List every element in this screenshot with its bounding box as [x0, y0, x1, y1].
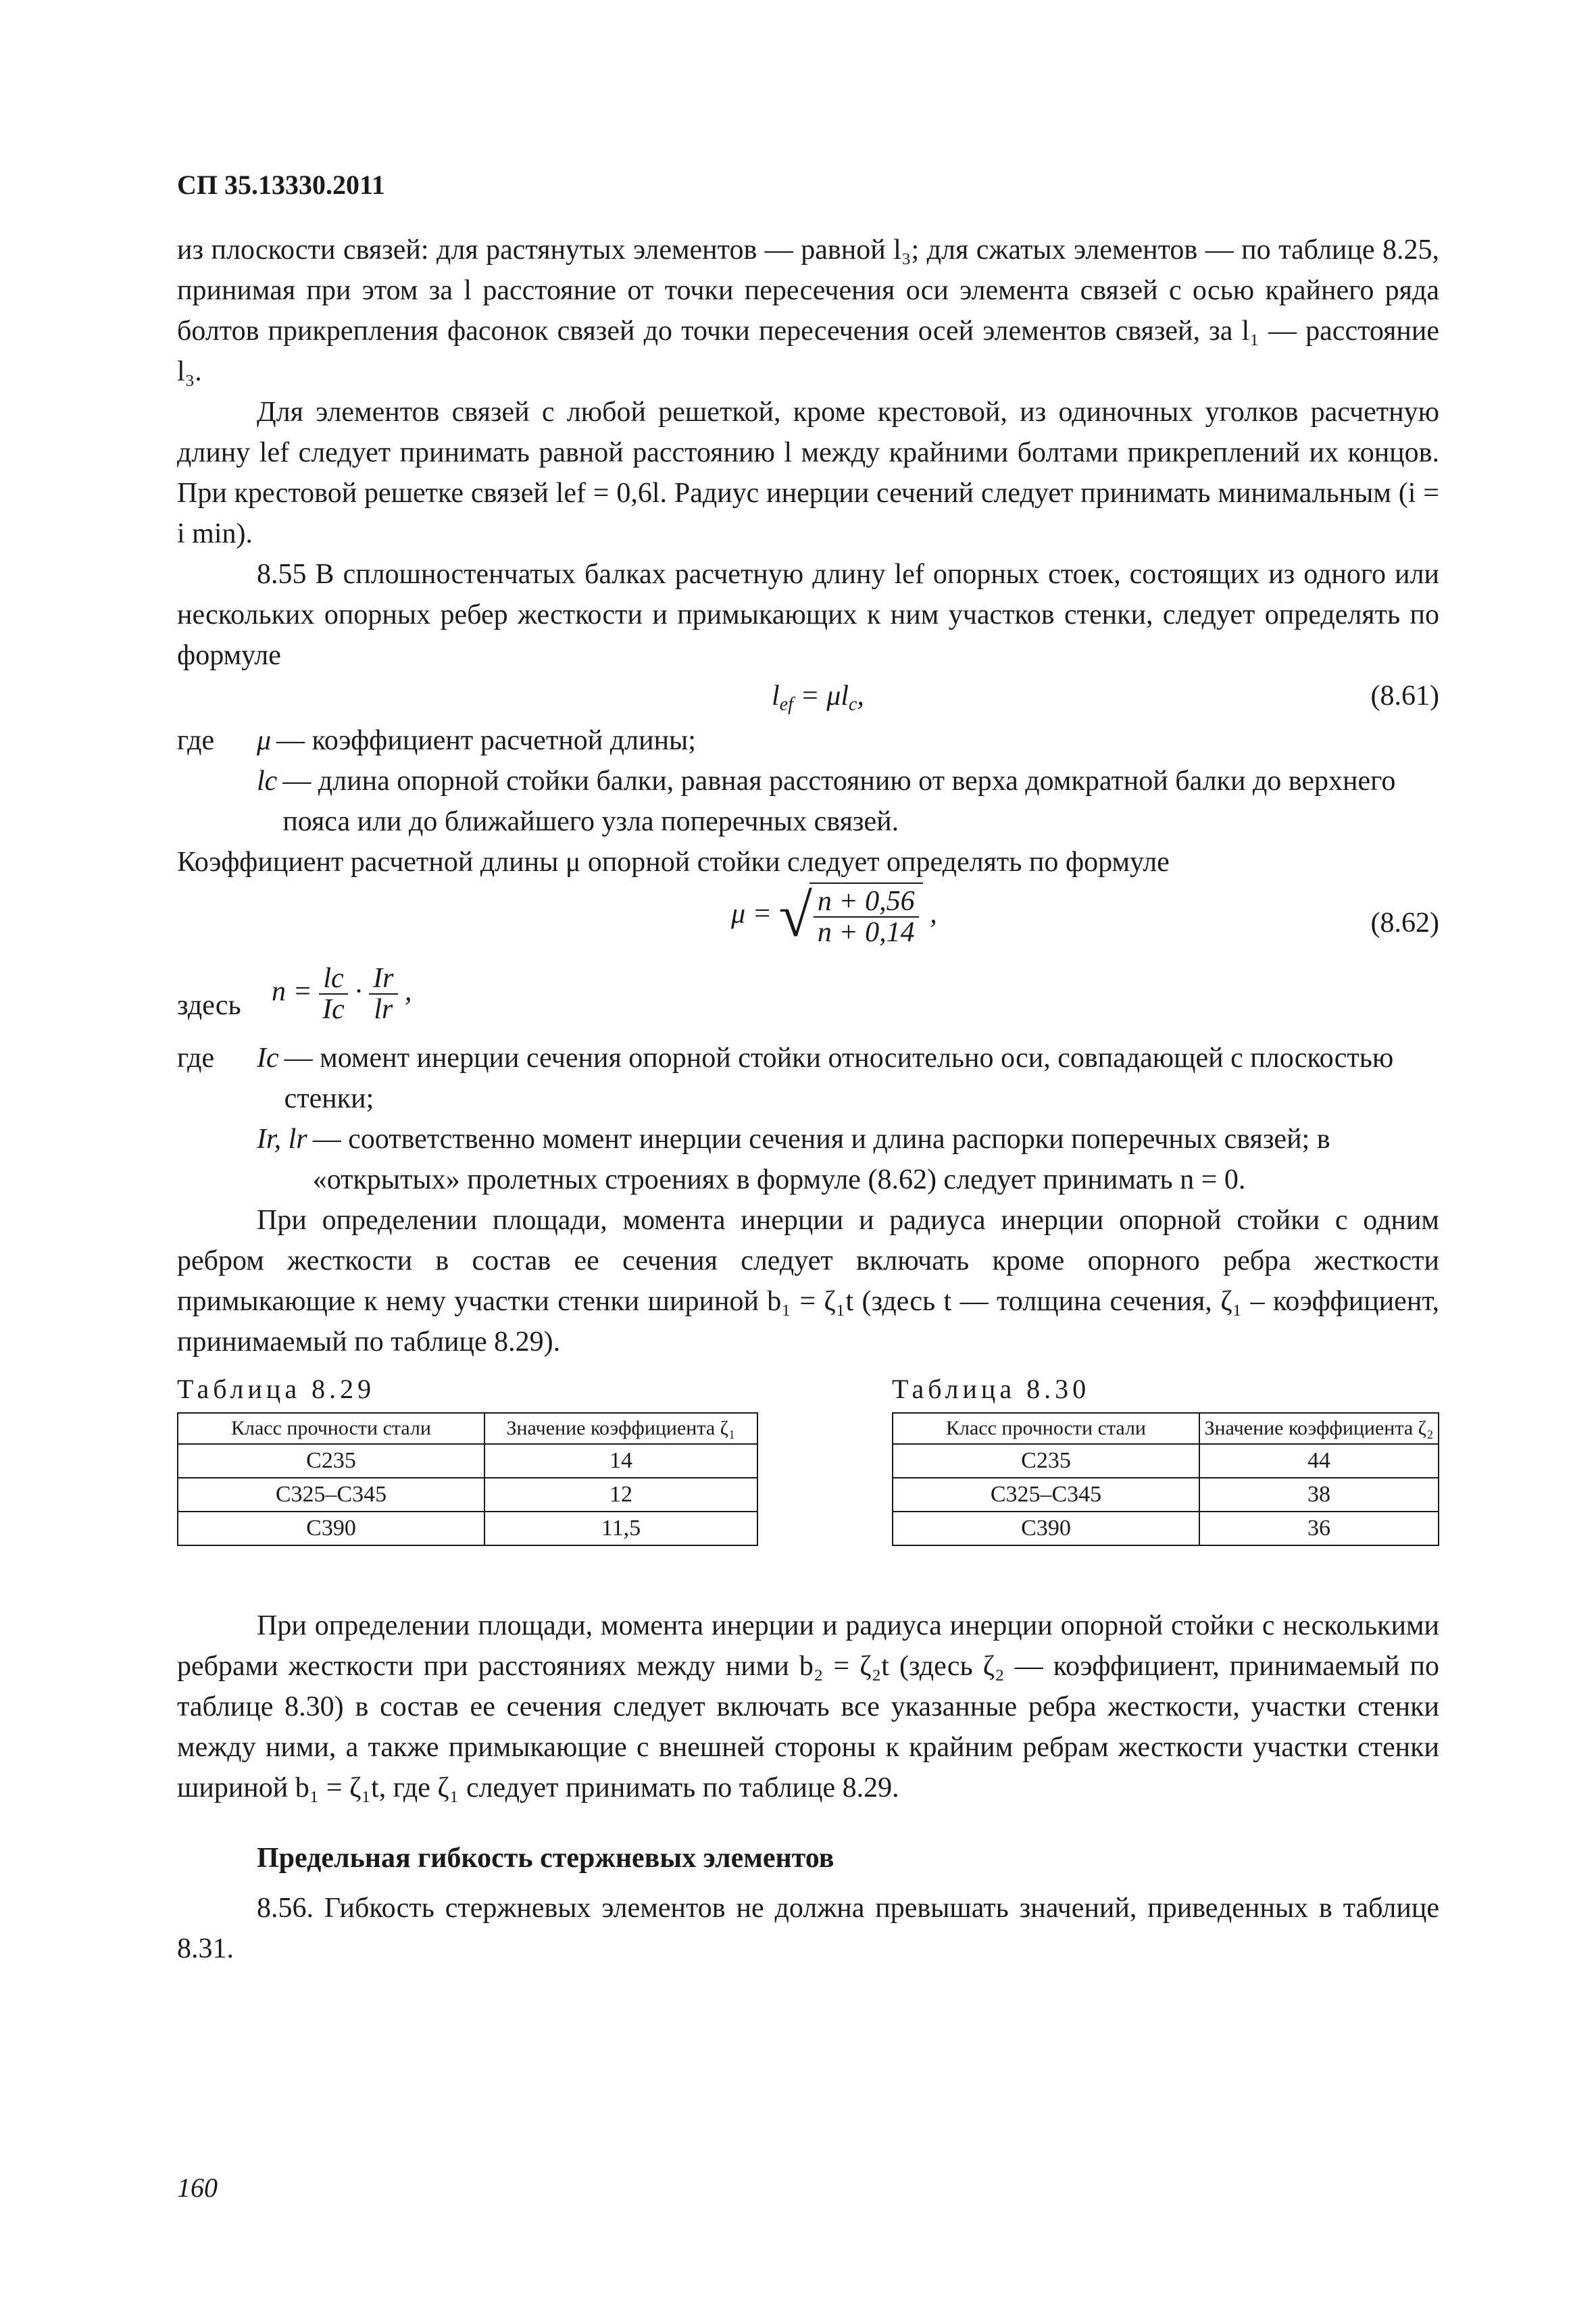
formula-n	[177, 964, 1439, 1038]
definition-symbol: Ic	[257, 1043, 279, 1074]
paragraph-single-angles: Для элементов связей с любой решеткой, кроме крестовой, из одиночных уголков расчетную длину lef следует принимать равной расстоянию l между крайними болтами прикреплений их концов. При крестовой решетке связей lef = 0,6l. Радиус инерции сечений следует принимать минимальным (i = i min).	[177, 397, 1439, 549]
formula-8-62-expression: μ = √ $\frac{n + 0,56}{n + 0,14}$ ,	[731, 882, 937, 949]
definition-symbol: Ir, lr	[257, 1124, 307, 1155]
table-caption: Таблица 8.30	[892, 1374, 1091, 1404]
table-row	[893, 1478, 1439, 1512]
table-cell: С325–С345	[178, 1478, 484, 1512]
table-cell: С390	[893, 1512, 1199, 1545]
table-caption: Таблица 8.29	[177, 1374, 376, 1404]
paragraph-bracing-plane: из плоскости связей: для растянутых элементов — равной l₃; для сжатых элементов — по таблице 8.25, принимая при этом за l расстояние от точки пересечения оси элемента связей с осью крайнего ряда болтов прикрепления фасонок связей до точки пересечения осей элементов связей, за l₁ — расстояние l₃.	[177, 234, 1439, 387]
where-word: где	[177, 725, 215, 756]
table-header: Значение коэффициента ζ₁	[484, 1413, 757, 1444]
table-8-30	[892, 1412, 1439, 1546]
definition-text: — коэффициент расчетной длины;	[276, 725, 696, 756]
definition-symbol: lc	[257, 766, 278, 797]
formula-number: (8.62)	[1370, 907, 1439, 939]
formula-8-61	[177, 676, 1439, 720]
definition-item	[257, 761, 1439, 842]
paragraph-one-rib: При определении площади, момента инерции и радиуса инерции опорной стойки с одним ребром жесткости в состав ее сечения следует включать кроме опорного ребра жесткости примыкающие к нему участки стенки шириной b₁ = ζ₁t (здесь t — толщина сечения, ζ₁ – коэффициент, принимаемый по таблице 8.29).	[177, 1205, 1439, 1358]
table-8-30-block	[892, 1369, 1439, 1546]
table-cell: С235	[893, 1444, 1199, 1478]
table-row	[893, 1512, 1439, 1545]
table-row	[178, 1478, 757, 1512]
formula-number: (8.61)	[1370, 680, 1439, 712]
tables-row	[177, 1369, 1439, 1605]
where-block-1	[177, 720, 1439, 842]
definition-item	[257, 1038, 1439, 1119]
definition-symbol: μ	[257, 725, 272, 756]
table-cell: 12	[484, 1478, 757, 1512]
paragraph-mu-coefficient: Коэффициент расчетной длины μ опорной стойки следует определять по формуле	[177, 847, 1170, 878]
table-cell: 11,5	[484, 1512, 757, 1545]
formula-n-expression: n = $\frac{lc}{Ic}$ · $\frac{Ir}{lr}$ ,	[272, 963, 412, 1025]
table-header: Значение коэффициента ζ₂	[1199, 1413, 1439, 1444]
document-code-header: СП 35.13330.2011	[177, 170, 385, 200]
here-word: здесь	[177, 990, 241, 1021]
where-word: где	[177, 1043, 215, 1074]
table-cell: 36	[1199, 1512, 1439, 1545]
page-number: 160	[177, 2172, 218, 2203]
table-row	[893, 1444, 1439, 1478]
table-row	[178, 1444, 757, 1478]
definition-text: — соответственно момент инерции сечения и длина распорки поперечных связей; в «открытых» пролетных строениях в формуле (8.62) следует принимать n = 0.	[312, 1124, 1330, 1195]
table-8-29	[177, 1412, 758, 1546]
table-row	[178, 1512, 757, 1545]
definition-text: — момент инерции сечения опорной стойки относительно оси, совпадающей с плоскостью стенки;	[284, 1043, 1394, 1114]
where-block-2	[177, 1038, 1439, 1200]
paragraph-8-56: 8.56. Гибкость стержневых элементов не должна превышать значений, приведенных в таблице 8.31.	[177, 1893, 1439, 1964]
definition-item	[257, 720, 1439, 761]
table-header: Класс прочности стали	[893, 1413, 1199, 1444]
paragraph-several-ribs: При определении площади, момента инерции и радиуса инерции опорной стойки с несколькими ребрами жесткости при расстояниях между ними b₂ = ζ₂t (здесь ζ₂ — коэффициент, принимаемый по таблице 8.30) в состав ее сечения следует включать все указанные ребра жесткости, участки стенки между ними, а также примыкающие с внешней стороны к крайним ребрам жесткости участки стенки шириной b₁ = ζ₁t, где ζ₁ следует принимать по таблице 8.29.	[177, 1610, 1440, 1803]
table-cell: 38	[1199, 1478, 1439, 1512]
sqrt-symbol: √ $\frac{n + 0,56}{n + 0,14}$	[778, 882, 922, 950]
table-cell: С390	[178, 1512, 484, 1545]
definition-item	[257, 1119, 1439, 1200]
section-heading: Предельная гибкость стержневых элементов	[257, 1843, 834, 1874]
definition-list	[257, 720, 1439, 842]
formula-8-61-expression: $l_{ef} = \mu l_c$,	[772, 680, 864, 715]
page-content	[177, 230, 1439, 1969]
paragraph-8-55: 8.55 В сплошностенчатых балках расчетную длину lef опорных стоек, состоящих из одного или нескольких опорных ребер жесткости и примыкающих к ним участков стенки, следует определять по формуле	[177, 559, 1439, 671]
table-cell: 14	[484, 1444, 757, 1478]
table-header: Класс прочности стали	[178, 1413, 484, 1444]
definition-list	[257, 1038, 1439, 1200]
table-cell: С235	[178, 1444, 484, 1478]
table-cell: 44	[1199, 1444, 1439, 1478]
definition-text: — длина опорной стойки балки, равная расстоянию от верха домкратной балки до верхнего пояса или до ближайшего узла поперечных связей.	[282, 766, 1396, 837]
formula-8-62	[177, 882, 1439, 964]
table-8-29-block	[177, 1369, 758, 1546]
table-cell: С325–С345	[893, 1478, 1199, 1512]
